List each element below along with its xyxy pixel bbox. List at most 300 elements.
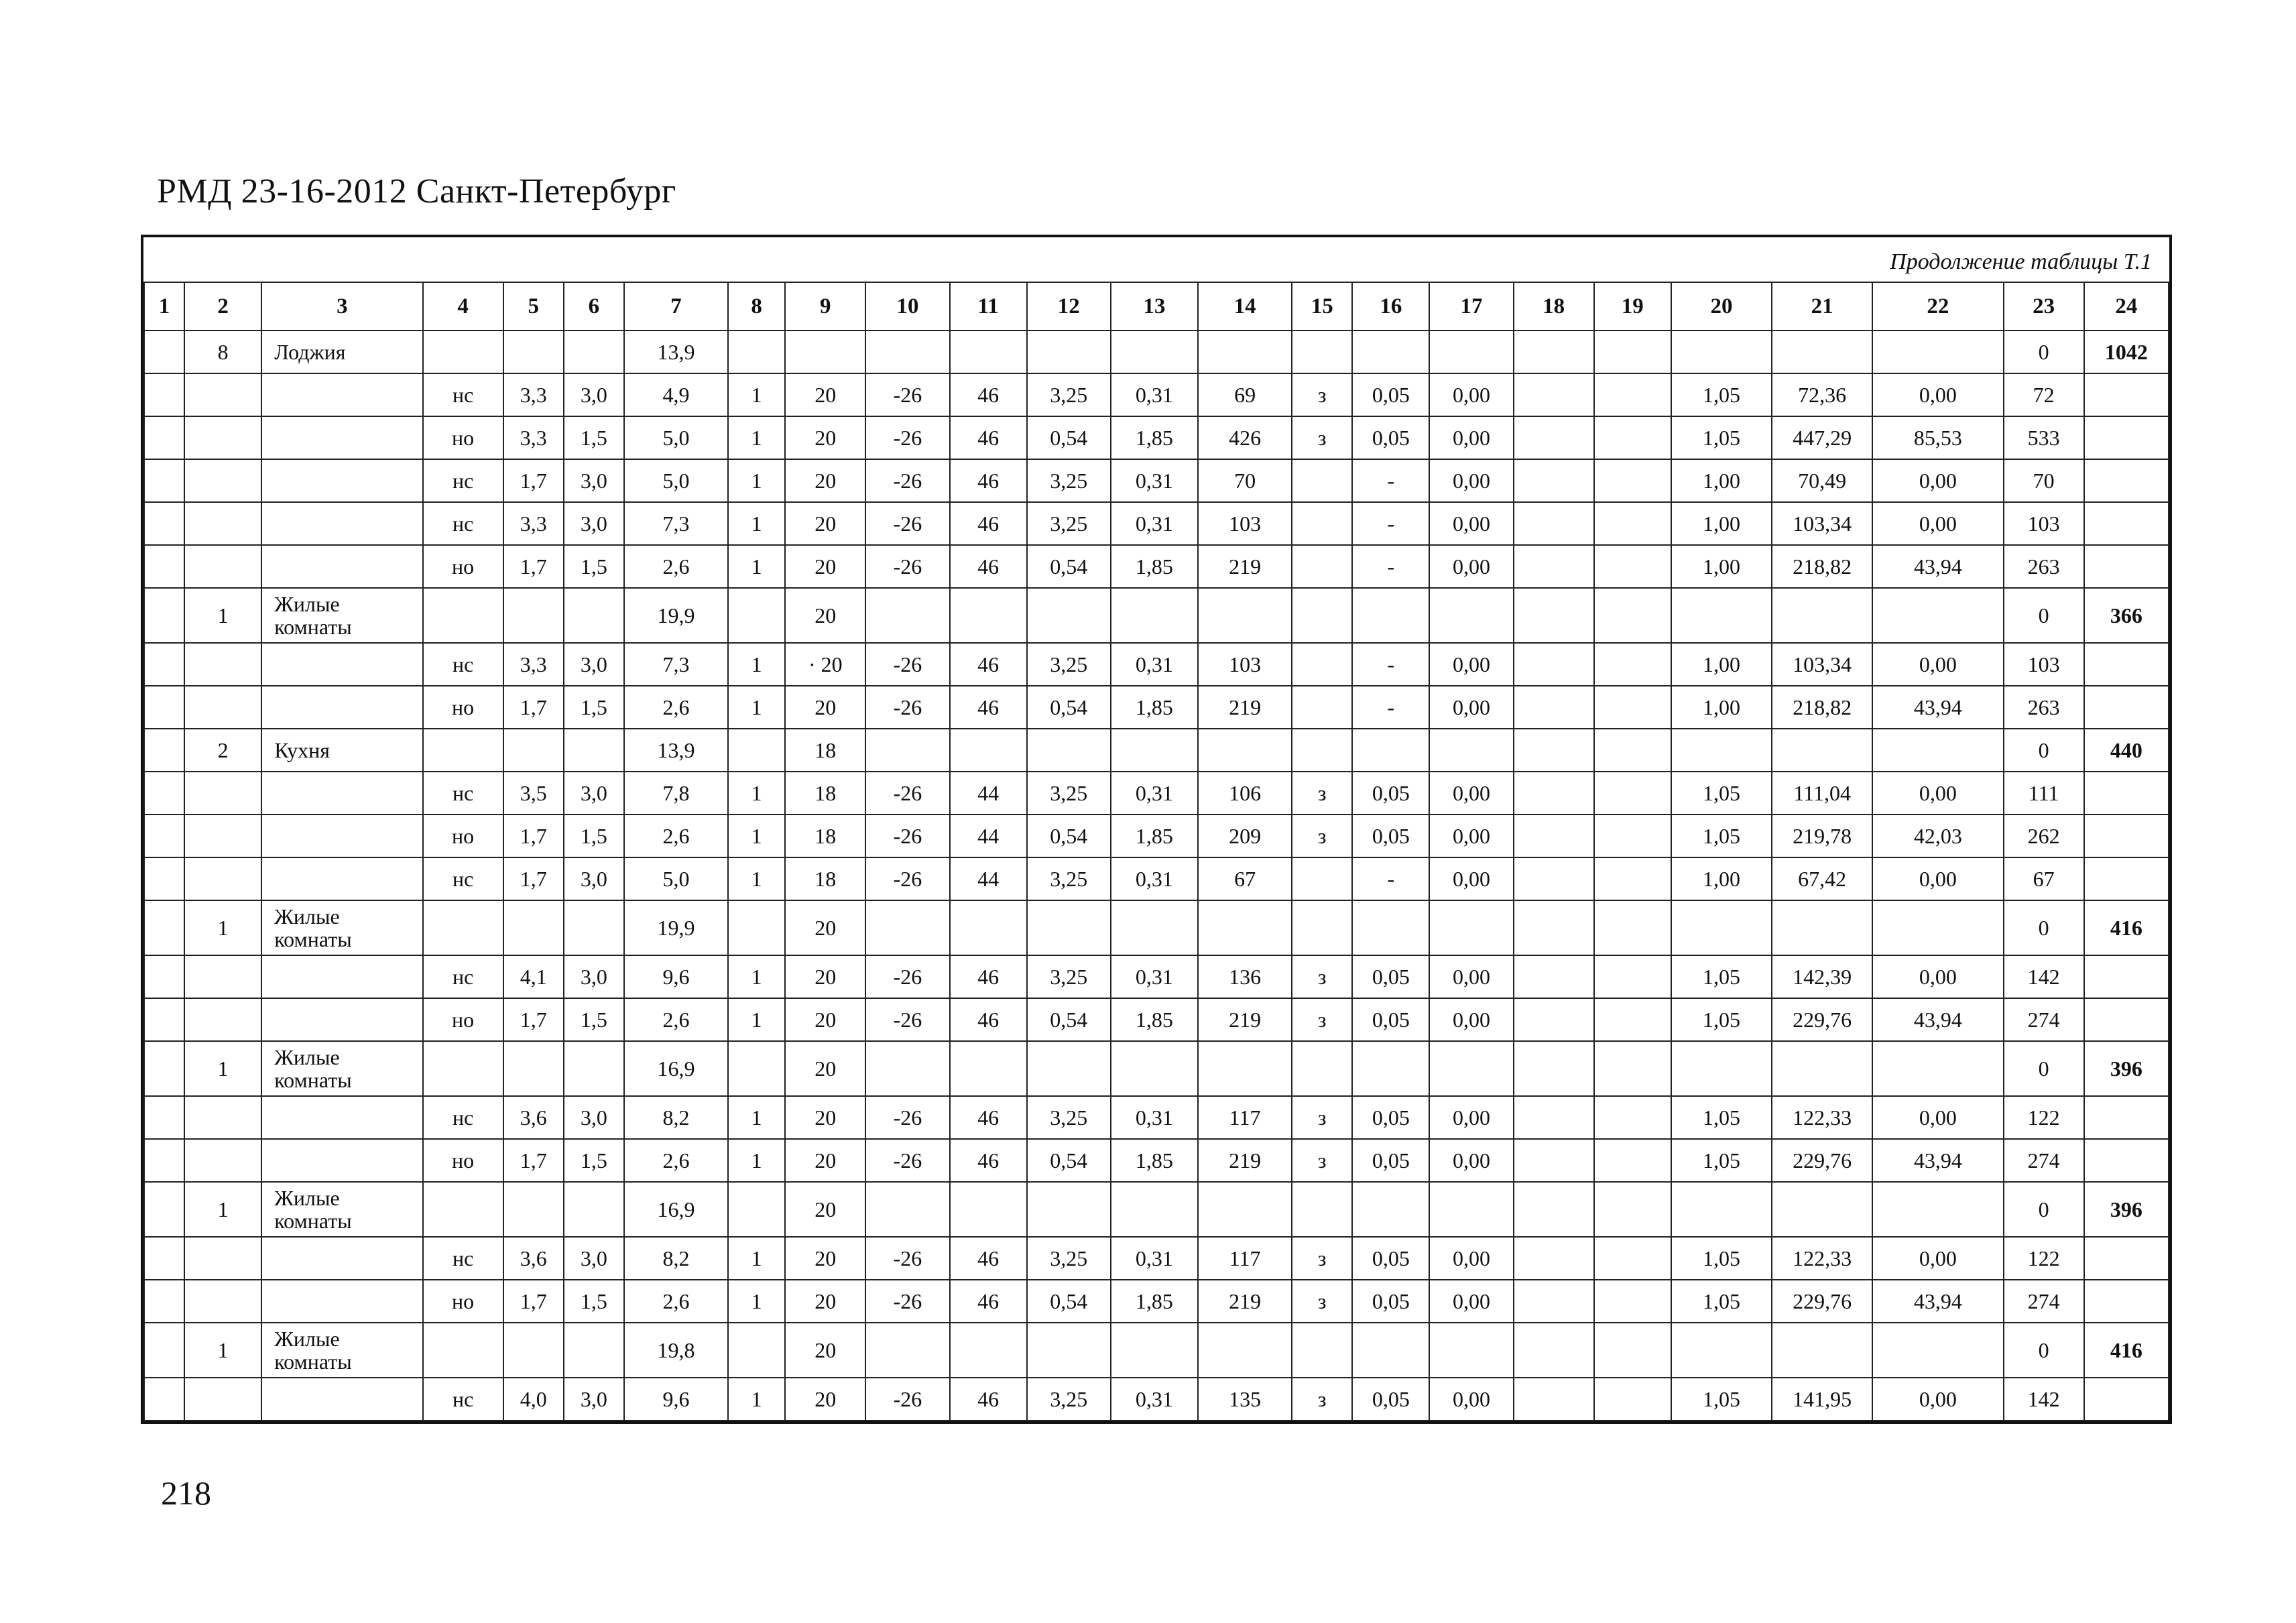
- table-cell: [1352, 1323, 1429, 1378]
- column-header: 16: [1352, 282, 1429, 330]
- table-cell: [1514, 686, 1594, 729]
- table-cell: з: [1292, 416, 1352, 459]
- table-cell: [503, 588, 564, 643]
- table-cell: [1198, 1041, 1292, 1096]
- table-cell: 1: [728, 1378, 785, 1421]
- table-cell: [1292, 588, 1352, 643]
- table-cell: -26: [865, 998, 949, 1041]
- table-cell: Жилые комнаты: [261, 588, 422, 643]
- table-row: [144, 373, 2169, 416]
- table-cell: [2084, 1378, 2169, 1421]
- table-cell: [261, 643, 422, 686]
- table-cell: -26: [865, 416, 949, 459]
- table-cell: 5,0: [624, 459, 728, 502]
- table-cell: 18: [785, 772, 865, 815]
- table-cell: [423, 1182, 503, 1237]
- table-cell: [1292, 545, 1352, 588]
- table-cell: [261, 459, 422, 502]
- table-cell: [728, 1041, 785, 1096]
- table-cell: Жилые комнаты: [261, 1323, 422, 1378]
- table-cell: [1772, 1041, 1872, 1096]
- table-cell: [2084, 502, 2169, 545]
- table-cell: з: [1292, 1237, 1352, 1280]
- table-cell: [1111, 588, 1198, 643]
- table-cell: 3,0: [564, 1096, 624, 1139]
- table-cell: 20: [785, 998, 865, 1041]
- table-cell: [865, 900, 949, 955]
- table-cell: 0,31: [1111, 772, 1198, 815]
- table-cell: 0,00: [1429, 502, 1513, 545]
- table-cell: 4,0: [503, 1378, 564, 1421]
- column-header: 22: [1872, 282, 2003, 330]
- table-cell: 9,6: [624, 1378, 728, 1421]
- table-cell: 447,29: [1772, 416, 1872, 459]
- table-cell: 2,6: [624, 998, 728, 1041]
- table-cell: [144, 1237, 184, 1280]
- table-cell: 0,31: [1111, 373, 1198, 416]
- table-cell: [144, 416, 184, 459]
- table-cell: 46: [950, 998, 1027, 1041]
- column-header: 12: [1027, 282, 1111, 330]
- table-cell: 1,00: [1671, 857, 1772, 900]
- table-cell: 229,76: [1772, 998, 1872, 1041]
- table-cell: [564, 1182, 624, 1237]
- table-cell: [261, 955, 422, 998]
- table-cell: [728, 729, 785, 772]
- table-cell: 2,6: [624, 815, 728, 857]
- table-cell: 1,5: [564, 998, 624, 1041]
- table-cell: 1,05: [1671, 1280, 1772, 1323]
- table-cell: [1027, 1323, 1111, 1378]
- table-cell: [2084, 1280, 2169, 1323]
- table-cell: 1,7: [503, 1139, 564, 1182]
- table-cell: [503, 729, 564, 772]
- table-cell: [1514, 373, 1594, 416]
- table-cell: нс: [423, 373, 503, 416]
- table-cell: [1772, 588, 1872, 643]
- table-cell: 46: [950, 373, 1027, 416]
- table-cell: 3,6: [503, 1237, 564, 1280]
- table-row: [144, 1041, 2169, 1096]
- table-frame: [141, 235, 2172, 1424]
- table-cell: 0,05: [1352, 416, 1429, 459]
- table-cell: -26: [865, 373, 949, 416]
- table-cell: 8,2: [624, 1237, 728, 1280]
- table-cell: [1594, 772, 1671, 815]
- table-cell: 218,82: [1772, 686, 1872, 729]
- table-cell: но: [423, 1280, 503, 1323]
- table-cell: з: [1292, 373, 1352, 416]
- table-cell: 16,9: [624, 1041, 728, 1096]
- table-cell: 0,00: [1872, 1096, 2003, 1139]
- table-cell: 1,7: [503, 857, 564, 900]
- table-cell: [1292, 857, 1352, 900]
- table-cell: [1594, 900, 1671, 955]
- table-cell: -26: [865, 545, 949, 588]
- table-cell: 1,00: [1671, 545, 1772, 588]
- table-cell: 0,05: [1352, 1378, 1429, 1421]
- column-header: 17: [1429, 282, 1513, 330]
- table-cell: 0,54: [1027, 416, 1111, 459]
- table-cell: [144, 373, 184, 416]
- table-cell: 219: [1198, 1139, 1292, 1182]
- table-cell: -26: [865, 857, 949, 900]
- table-cell: [2084, 643, 2169, 686]
- table-cell: · 20: [785, 643, 865, 686]
- table-cell: [728, 1323, 785, 1378]
- table-cell: 122: [2004, 1096, 2084, 1139]
- table-cell: 43,94: [1872, 1280, 2003, 1323]
- table-cell: [1514, 1237, 1594, 1280]
- table-cell: [1292, 729, 1352, 772]
- table-cell: Жилые комнаты: [261, 1182, 422, 1237]
- table-cell: [1352, 588, 1429, 643]
- table-cell: -: [1352, 502, 1429, 545]
- table-cell: 3,0: [564, 643, 624, 686]
- column-header: 2: [184, 282, 261, 330]
- table-cell: [1352, 330, 1429, 373]
- table-cell: 70: [2004, 459, 2084, 502]
- table-cell: [1514, 1096, 1594, 1139]
- table-cell: 0: [2004, 1182, 2084, 1237]
- table-cell: [423, 330, 503, 373]
- table-cell: 1: [728, 955, 785, 998]
- table-cell: -26: [865, 1378, 949, 1421]
- table-row: [144, 815, 2169, 857]
- table-cell: [1594, 686, 1671, 729]
- table-cell: 1,05: [1671, 1139, 1772, 1182]
- table-cell: [1429, 1182, 1513, 1237]
- table-cell: 263: [2004, 686, 2084, 729]
- table-cell: [1514, 1280, 1594, 1323]
- table-cell: [1027, 1182, 1111, 1237]
- column-header: 9: [785, 282, 865, 330]
- table-cell: 46: [950, 686, 1027, 729]
- table-cell: [261, 373, 422, 416]
- table-cell: 229,76: [1772, 1280, 1872, 1323]
- table-cell: [144, 729, 184, 772]
- table-cell: [184, 416, 261, 459]
- table-cell: [144, 459, 184, 502]
- table-row: [144, 1139, 2169, 1182]
- table-cell: 18: [785, 729, 865, 772]
- column-header: 11: [950, 282, 1027, 330]
- table-cell: [503, 330, 564, 373]
- table-cell: [1594, 815, 1671, 857]
- table-cell: -: [1352, 459, 1429, 502]
- table-cell: [1111, 900, 1198, 955]
- table-cell: 1,7: [503, 545, 564, 588]
- table-row: [144, 643, 2169, 686]
- table-cell: 1: [728, 1139, 785, 1182]
- table-cell: -26: [865, 459, 949, 502]
- table-cell: но: [423, 686, 503, 729]
- table-cell: 219: [1198, 998, 1292, 1041]
- table-cell: [423, 588, 503, 643]
- table-cell: [865, 330, 949, 373]
- document-header: РМД 23-16-2012 Санкт-Петербург: [157, 172, 676, 211]
- table-cell: [1671, 588, 1772, 643]
- table-cell: [1594, 1182, 1671, 1237]
- table-cell: 1,85: [1111, 1139, 1198, 1182]
- table-cell: 0,00: [1429, 772, 1513, 815]
- table-cell: [1111, 1323, 1198, 1378]
- table-cell: [1514, 1323, 1594, 1378]
- table-cell: 1,7: [503, 815, 564, 857]
- column-header: 6: [564, 282, 624, 330]
- table-cell: 70: [1198, 459, 1292, 502]
- table-cell: -: [1352, 545, 1429, 588]
- table-cell: 103,34: [1772, 502, 1872, 545]
- table-cell: 46: [950, 1280, 1027, 1323]
- heat-loss-table: [143, 282, 2169, 1421]
- table-cell: 20: [785, 1041, 865, 1096]
- table-cell: 0,54: [1027, 815, 1111, 857]
- column-header: 19: [1594, 282, 1671, 330]
- table-cell: 0,05: [1352, 815, 1429, 857]
- table-cell: нс: [423, 1237, 503, 1280]
- table-cell: [184, 857, 261, 900]
- table-cell: 13,9: [624, 729, 728, 772]
- table-cell: [1514, 998, 1594, 1041]
- table-cell: -26: [865, 1280, 949, 1323]
- table-row: [144, 1182, 2169, 1237]
- table-cell: [261, 772, 422, 815]
- table-cell: з: [1292, 815, 1352, 857]
- table-cell: [1514, 545, 1594, 588]
- table-cell: 42,03: [1872, 815, 2003, 857]
- table-cell: 426: [1198, 416, 1292, 459]
- table-cell: -: [1352, 686, 1429, 729]
- table-cell: 0,05: [1352, 1280, 1429, 1323]
- table-cell: [503, 1041, 564, 1096]
- table-cell: 0,00: [1429, 643, 1513, 686]
- table-cell: 70,49: [1772, 459, 1872, 502]
- table-cell: 3,25: [1027, 643, 1111, 686]
- table-cell: 3,3: [503, 373, 564, 416]
- table-cell: [1514, 857, 1594, 900]
- table-cell: 1: [184, 1182, 261, 1237]
- table-cell: 3,3: [503, 643, 564, 686]
- table-cell: 1,85: [1111, 815, 1198, 857]
- table-cell: [1514, 588, 1594, 643]
- table-cell: 0,31: [1111, 1237, 1198, 1280]
- table-cell: [144, 1182, 184, 1237]
- table-cell: 9,6: [624, 955, 728, 998]
- page-number: 218: [161, 1474, 211, 1512]
- table-cell: 142,39: [1772, 955, 1872, 998]
- table-cell: 3,25: [1027, 459, 1111, 502]
- table-cell: [1671, 900, 1772, 955]
- table-cell: 533: [2004, 416, 2084, 459]
- table-cell: 1: [728, 815, 785, 857]
- table-cell: 1,5: [564, 686, 624, 729]
- table-cell: [1514, 1139, 1594, 1182]
- table-cell: 141,95: [1772, 1378, 1872, 1421]
- table-cell: [1872, 330, 2003, 373]
- table-body: [144, 330, 2169, 1421]
- table-cell: 3,0: [564, 955, 624, 998]
- table-cell: 44: [950, 772, 1027, 815]
- table-cell: [261, 686, 422, 729]
- table-cell: 103: [1198, 502, 1292, 545]
- table-cell: [1292, 1323, 1352, 1378]
- table-cell: 440: [2084, 729, 2169, 772]
- table-cell: 1,5: [564, 416, 624, 459]
- table-cell: 2,6: [624, 686, 728, 729]
- table-cell: 1: [728, 416, 785, 459]
- table-cell: [1594, 1139, 1671, 1182]
- table-cell: 1,5: [564, 815, 624, 857]
- table-cell: [1292, 1182, 1352, 1237]
- table-cell: 0,54: [1027, 686, 1111, 729]
- table-cell: 366: [2084, 588, 2169, 643]
- table-cell: 44: [950, 857, 1027, 900]
- table-cell: [1671, 1041, 1772, 1096]
- table-cell: [144, 772, 184, 815]
- table-cell: 0,00: [1872, 857, 2003, 900]
- table-cell: 20: [785, 502, 865, 545]
- table-cell: [184, 643, 261, 686]
- table-cell: 3,5: [503, 772, 564, 815]
- column-header: 23: [2004, 282, 2084, 330]
- table-cell: 46: [950, 1096, 1027, 1139]
- column-header-row: [144, 282, 2169, 330]
- table-cell: 219: [1198, 686, 1292, 729]
- table-cell: 3,3: [503, 502, 564, 545]
- table-cell: 1,05: [1671, 373, 1772, 416]
- table-cell: [423, 729, 503, 772]
- table-cell: [1594, 1280, 1671, 1323]
- table-row: [144, 1378, 2169, 1421]
- table-cell: [1514, 330, 1594, 373]
- table-cell: [1198, 330, 1292, 373]
- table-cell: 219: [1198, 545, 1292, 588]
- table-cell: [1514, 1041, 1594, 1096]
- table-cell: 46: [950, 955, 1027, 998]
- table-cell: 219: [1198, 1280, 1292, 1323]
- table-cell: 2,6: [624, 545, 728, 588]
- table-cell: 20: [785, 955, 865, 998]
- table-cell: 1,85: [1111, 686, 1198, 729]
- table-cell: [261, 1096, 422, 1139]
- table-cell: [785, 330, 865, 373]
- table-cell: 0,05: [1352, 1096, 1429, 1139]
- table-cell: 0,00: [1429, 545, 1513, 588]
- table-cell: но: [423, 545, 503, 588]
- table-row: [144, 1237, 2169, 1280]
- table-cell: 46: [950, 1237, 1027, 1280]
- table-cell: [1594, 330, 1671, 373]
- table-cell: 0,00: [1429, 1280, 1513, 1323]
- table-cell: 111,04: [1772, 772, 1872, 815]
- table-cell: [261, 1378, 422, 1421]
- table-cell: 3,25: [1027, 772, 1111, 815]
- table-cell: 20: [785, 900, 865, 955]
- column-header: 13: [1111, 282, 1198, 330]
- table-row: [144, 772, 2169, 815]
- table-cell: 1,5: [564, 545, 624, 588]
- table-cell: [564, 330, 624, 373]
- table-cell: 0,00: [1429, 857, 1513, 900]
- table-cell: 46: [950, 1139, 1027, 1182]
- table-cell: 0: [2004, 1041, 2084, 1096]
- table-cell: [503, 1182, 564, 1237]
- table-cell: 0,05: [1352, 373, 1429, 416]
- table-cell: 3,25: [1027, 502, 1111, 545]
- table-cell: -26: [865, 1237, 949, 1280]
- table-cell: з: [1292, 1096, 1352, 1139]
- table-cell: нс: [423, 955, 503, 998]
- table-cell: -26: [865, 686, 949, 729]
- column-header: 3: [261, 282, 422, 330]
- table-cell: [1594, 857, 1671, 900]
- column-header: 5: [503, 282, 564, 330]
- table-cell: 7,3: [624, 502, 728, 545]
- table-cell: 122: [2004, 1237, 2084, 1280]
- table-cell: 20: [785, 686, 865, 729]
- table-cell: [261, 545, 422, 588]
- table-cell: [1594, 1041, 1671, 1096]
- table-cell: [564, 588, 624, 643]
- table-cell: 0,00: [1872, 1378, 2003, 1421]
- table-cell: [423, 900, 503, 955]
- table-cell: 396: [2084, 1041, 2169, 1096]
- table-cell: [184, 686, 261, 729]
- table-cell: 103: [2004, 643, 2084, 686]
- table-cell: 0: [2004, 330, 2084, 373]
- table-cell: 0,00: [1429, 1237, 1513, 1280]
- column-header: 14: [1198, 282, 1292, 330]
- table-cell: нс: [423, 1378, 503, 1421]
- table-row: [144, 459, 2169, 502]
- table-cell: 20: [785, 1182, 865, 1237]
- table-cell: [1027, 900, 1111, 955]
- table-cell: 46: [950, 416, 1027, 459]
- table-cell: 46: [950, 1378, 1027, 1421]
- table-cell: [423, 1041, 503, 1096]
- table-cell: [1429, 330, 1513, 373]
- table-cell: 46: [950, 502, 1027, 545]
- table-cell: нс: [423, 643, 503, 686]
- table-cell: 5,0: [624, 857, 728, 900]
- table-cell: 20: [785, 1096, 865, 1139]
- table-row: [144, 502, 2169, 545]
- table-cell: [1292, 643, 1352, 686]
- table-cell: 20: [785, 459, 865, 502]
- table-cell: 111: [2004, 772, 2084, 815]
- table-cell: -26: [865, 815, 949, 857]
- table-cell: 43,94: [1872, 545, 2003, 588]
- table-cell: з: [1292, 955, 1352, 998]
- table-cell: [1292, 1041, 1352, 1096]
- table-row: [144, 729, 2169, 772]
- table-cell: 3,25: [1027, 857, 1111, 900]
- table-cell: [144, 643, 184, 686]
- table-cell: 1: [728, 857, 785, 900]
- table-cell: [1872, 1182, 2003, 1237]
- table-cell: 44: [950, 815, 1027, 857]
- table-cell: 67,42: [1772, 857, 1872, 900]
- table-cell: 103: [1198, 643, 1292, 686]
- table-cell: [503, 900, 564, 955]
- table-cell: 1,00: [1671, 502, 1772, 545]
- table-cell: 274: [2004, 1280, 2084, 1323]
- table-cell: [2084, 416, 2169, 459]
- table-cell: 1: [728, 545, 785, 588]
- table-cell: [1872, 729, 2003, 772]
- table-cell: [1514, 1182, 1594, 1237]
